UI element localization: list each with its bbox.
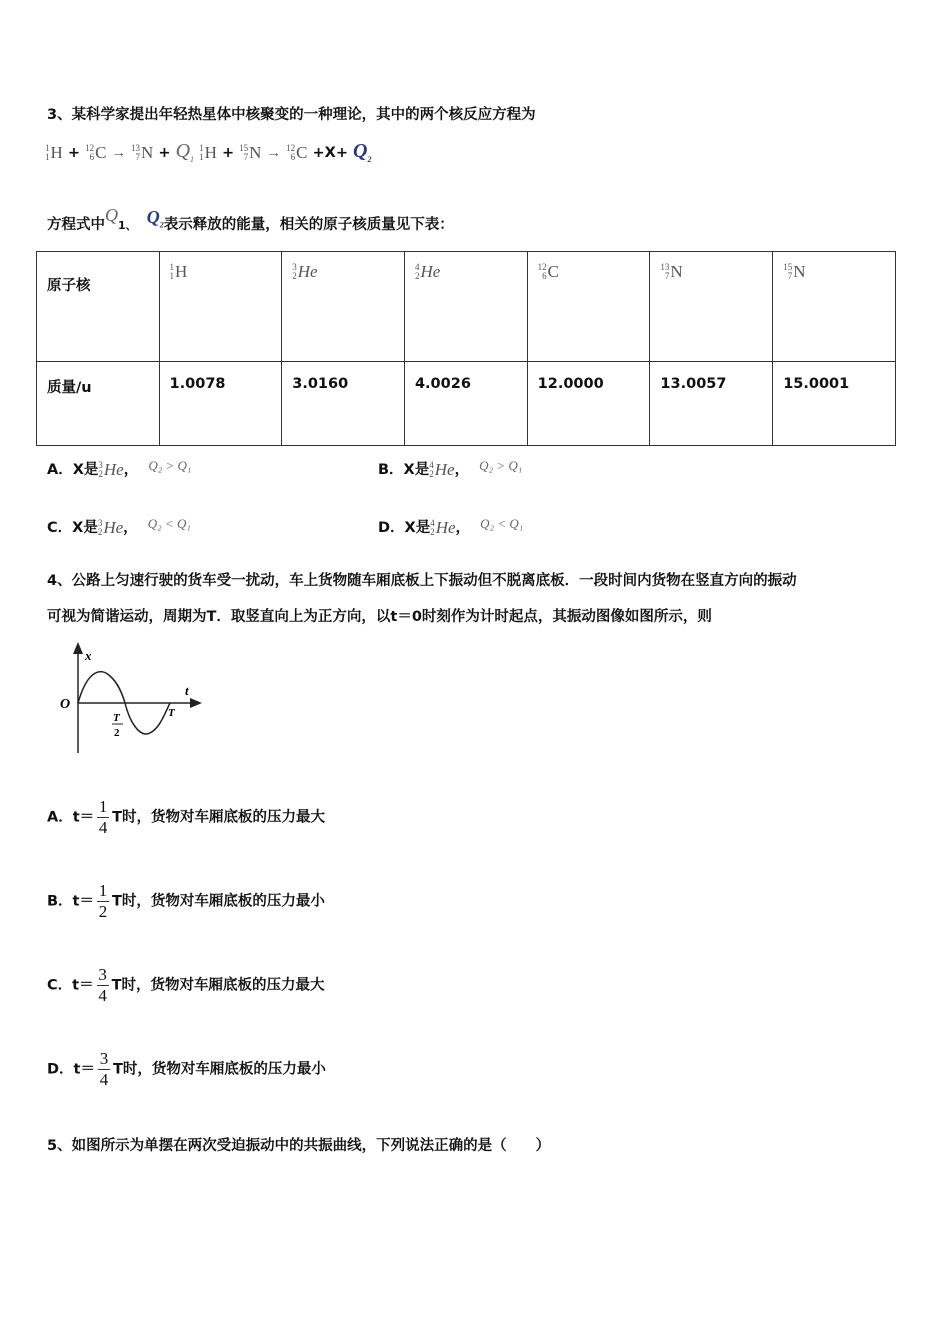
table-header-cell: 质量/u: [37, 362, 160, 446]
vibration-graph: [40, 638, 205, 758]
nuclide-cell: 4 2 He: [404, 252, 527, 362]
half-period-den: 2: [114, 727, 120, 739]
t-label: t: [185, 683, 189, 698]
option-b[interactable]: B．X是 4 2 He ， Q₂ > Q₁: [378, 458, 523, 479]
nuclide-cell: 12 6 C: [527, 252, 650, 362]
plus: +: [67, 145, 80, 161]
origin-label: O: [60, 697, 71, 712]
nuclide-cell: 15 7 N: [773, 252, 896, 362]
option-b[interactable]: B．t＝ $\frac{1}{2}$ T时，货物对车厢底板的压力最小: [47, 881, 325, 921]
y-arrow-icon: [73, 642, 83, 654]
option-d[interactable]: D．X是 4 2 He ， Q₂ < Q₁: [378, 516, 524, 537]
q3-equations: [45, 140, 371, 164]
option-a[interactable]: A．X是 3 2 He ， Q₂ > Q₁: [47, 458, 192, 479]
q4-line2: 可视为简谐运动，周期为T．取竖直向上为正方向，以t＝0时刻作为计时起点，其振动图像如图所示，则: [47, 609, 712, 625]
option-a[interactable]: A．t＝ $\frac{1}{4}$ T时，货物对车厢底板的压力最大: [47, 797, 326, 837]
q2-symbol: $Q_2$: [353, 140, 372, 164]
q3-stem: 3、某科学家提出年轻热星体中核聚变的一种理论，其中的两个核反应方程为: [47, 107, 536, 123]
option-d[interactable]: D．t＝ $\frac{3}{4}$ T时，货物对车厢底板的压力最小: [47, 1049, 326, 1089]
q1-symbol: $Q_1$: [175, 140, 195, 164]
q5-stem: 5、如图所示为单摆在两次受迫振动中的共振曲线，下列说法正确的是（ ）: [47, 1138, 551, 1154]
mass-cell: 15.0001: [773, 362, 896, 446]
nuclide-c12: 12 6 C: [85, 143, 107, 162]
nuclide-cell: 13 7 N: [650, 252, 773, 362]
half-period-num: T: [113, 712, 120, 724]
option-c[interactable]: C．X是 3 2 He ， Q₂ < Q₁: [47, 516, 191, 537]
nuclide-c12: 12 6 C: [286, 143, 308, 162]
q3-note: 方程式中Q1、 $Q_2$表示释放的能量，相关的原子核质量见下表：: [47, 205, 454, 233]
mass-cell: 4.0026: [404, 362, 527, 446]
mass-cell: 1.0078: [159, 362, 282, 446]
mass-cell: 3.0160: [282, 362, 405, 446]
mass-cell: 12.0000: [527, 362, 650, 446]
nuclide-h1: 1 1 H: [45, 143, 63, 162]
nuclide-cell: 1 1 H: [159, 252, 282, 362]
option-c[interactable]: C．t＝ $\frac{3}{4}$ T时，货物对车厢底板的压力最大: [47, 965, 325, 1005]
arrow: →: [111, 145, 126, 161]
nuclide-n15: 15 7 N: [239, 143, 262, 162]
t-arrow-icon: [190, 698, 202, 708]
period-label: T: [168, 707, 175, 719]
table-header-cell: 原子核: [37, 252, 160, 362]
arrow: →: [266, 145, 282, 161]
q4-line1: 4、公路上匀速行驶的货车受一扰动，车上货物随车厢底板上下振动但不脱离底板．一段时间内货物在竖直方向的振动: [47, 573, 797, 589]
mass-cell: 13.0057: [650, 362, 773, 446]
y-label: x: [85, 648, 92, 663]
table-row: [37, 362, 896, 446]
nuclide-cell: 3 2 He: [282, 252, 405, 362]
table-row: [37, 252, 896, 362]
nuclide-n13: 13 7 N: [131, 143, 154, 162]
plus-x: +X+: [312, 145, 348, 161]
nuclide-mass-table: [36, 251, 896, 446]
plus: +: [221, 145, 235, 161]
plus: +: [158, 145, 171, 161]
nuclide-h1: 1 1 H: [199, 143, 217, 162]
